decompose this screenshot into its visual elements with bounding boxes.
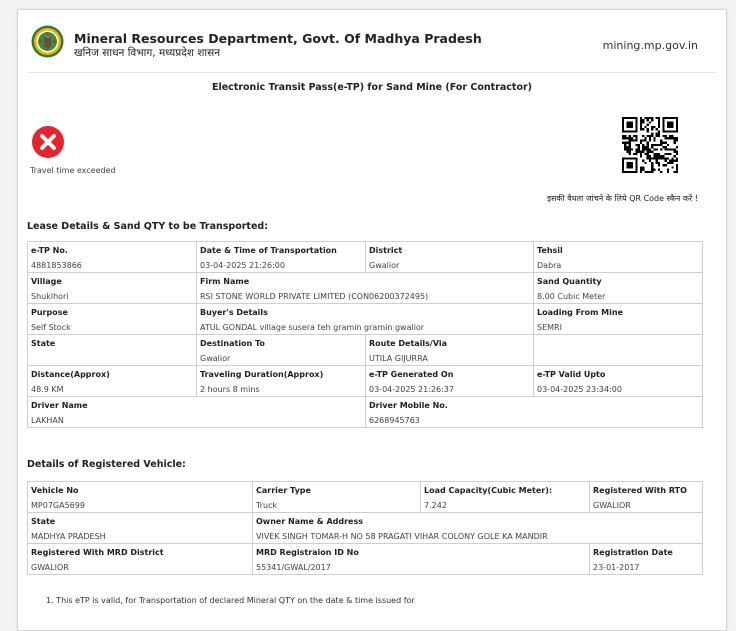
carrier-type-cell xyxy=(253,482,421,513)
firm-name-cell xyxy=(197,273,534,304)
mp-government-emblem-icon xyxy=(31,25,64,58)
field-label: Vehicle No xyxy=(31,486,79,495)
route-details-cell xyxy=(366,335,534,366)
table-row xyxy=(28,366,703,397)
field-value: 03-04-2025 21:26:37 xyxy=(369,385,454,394)
etp-generated-cell xyxy=(366,366,534,397)
department-subtitle-hindi: खनिज साधन विभाग, मध्यप्रदेश शासन xyxy=(74,47,221,59)
empty-cell xyxy=(534,335,703,366)
field-label: Tehsil xyxy=(537,246,563,255)
table-row xyxy=(28,335,703,366)
lease-section-title: Lease Details & Sand QTY to be Transported: xyxy=(27,221,268,232)
field-value: Truck xyxy=(256,501,278,510)
page-header xyxy=(18,10,726,72)
field-label: Load Capacity(Cubic Meter): xyxy=(424,486,553,495)
field-label: Purpose xyxy=(31,308,68,317)
field-label: e-TP Valid Upto xyxy=(537,370,606,379)
website-label: mining.mp.gov.in xyxy=(602,39,698,52)
buyer-details-cell xyxy=(197,304,534,335)
field-value: 48.9 KM xyxy=(31,385,64,394)
table-row xyxy=(28,544,703,575)
field-value: 23-01-2017 xyxy=(593,563,640,572)
field-value: 2 hours 8 mins xyxy=(200,385,260,394)
driver-mobile-cell xyxy=(366,397,703,428)
village-cell xyxy=(28,273,197,304)
mrd-registration-id-cell xyxy=(253,544,590,575)
vehicle-section-title: Details of Registered Vehicle: xyxy=(27,459,186,470)
field-label: e-TP Generated On xyxy=(369,370,454,379)
header-divider xyxy=(28,72,716,73)
field-label: Driver Mobile No. xyxy=(369,401,448,410)
etp-document xyxy=(17,9,727,631)
field-value: MADHYA PRADESH xyxy=(31,532,106,541)
field-label: Buyer's Details xyxy=(200,308,268,317)
loading-mine-cell xyxy=(534,304,703,335)
field-label: Firm Name xyxy=(200,277,250,286)
document-title: Electronic Transit Pass(e-TP) for Sand Mine (For Contractor) xyxy=(211,82,533,93)
field-value: Shuklhori xyxy=(31,292,69,301)
department-title: Mineral Resources Department, Govt. Of Madhya Pradesh xyxy=(74,31,482,46)
field-value: Gwalior xyxy=(369,261,400,270)
field-label: District xyxy=(369,246,403,255)
field-label: Carrier Type xyxy=(256,486,311,495)
field-label: Village xyxy=(31,277,62,286)
table-row xyxy=(28,304,703,335)
destination-cell xyxy=(197,335,366,366)
validity-note: 1. This eTP is valid, for Transportation of declared Mineral QTY on the date & time issued for xyxy=(46,596,415,605)
district-cell xyxy=(366,242,534,273)
field-label: Registered With MRD District xyxy=(31,548,164,557)
load-capacity-cell xyxy=(421,482,590,513)
vehicle-details-table xyxy=(27,481,703,575)
lease-details-table xyxy=(27,241,703,428)
field-value: Gwalior xyxy=(200,354,231,363)
field-label: MRD Registraion ID No xyxy=(256,548,359,557)
status-message: Travel time exceeded xyxy=(30,166,116,175)
field-value: 7.242 xyxy=(424,501,447,510)
field-value: Self Stock xyxy=(31,323,71,332)
vehicle-no-cell xyxy=(28,482,253,513)
field-label: Distance(Approx) xyxy=(31,370,110,379)
field-label: Sand Quantity xyxy=(537,277,602,286)
table-row xyxy=(28,273,703,304)
field-label: Date & Time of Transportation xyxy=(200,246,337,255)
field-label: State xyxy=(31,517,56,526)
field-value: LAKHAN xyxy=(31,416,64,425)
tehsil-cell xyxy=(534,242,703,273)
table-row xyxy=(28,397,703,428)
etp-valid-upto-cell xyxy=(534,366,703,397)
field-value: 03-04-2025 21:26:00 xyxy=(200,261,285,270)
driver-name-cell xyxy=(28,397,366,428)
mrd-district-cell xyxy=(28,544,253,575)
field-value: 4881853866 xyxy=(31,261,82,270)
field-value: 55341/GWAL/2017 xyxy=(256,563,331,572)
field-label: Registration Date xyxy=(593,548,673,557)
travel-duration-cell xyxy=(197,366,366,397)
table-row xyxy=(28,482,703,513)
registration-date-cell xyxy=(590,544,703,575)
field-label: Registered With RTO xyxy=(593,486,687,495)
field-value: 8.00 Cubic Meter xyxy=(537,292,606,301)
field-label: Driver Name xyxy=(31,401,88,410)
field-label: State xyxy=(31,339,56,348)
field-value: GWALIOR xyxy=(593,501,631,510)
sand-quantity-cell xyxy=(534,273,703,304)
field-value: Dabra xyxy=(537,261,562,270)
state-cell xyxy=(28,335,197,366)
field-label: e-TP No. xyxy=(31,246,68,255)
field-value: MP07GA5699 xyxy=(31,501,85,510)
error-x-icon xyxy=(32,126,64,158)
field-value: SEMRI xyxy=(537,323,562,332)
field-value: VIVEK SINGH TOMAR-H NO 58 PRAGATI VIHAR COLONY GOLE KA MANDIR xyxy=(256,532,548,541)
field-value: RSI STONE WORLD PRIVATE LIMITED (CON06200372495) xyxy=(200,292,429,301)
field-value: GWALIOR xyxy=(31,563,69,572)
table-row xyxy=(28,242,703,273)
field-label: Loading From Mine xyxy=(537,308,624,317)
field-value: ATUL GONDAL village susera teh gramin gramin gwalior xyxy=(200,323,425,332)
purpose-cell xyxy=(28,304,197,335)
table-row xyxy=(28,513,703,544)
field-label: Destination To xyxy=(200,339,265,348)
field-label: Route Details/Via xyxy=(369,339,448,348)
etp-no-cell xyxy=(28,242,197,273)
qr-scan-note: इसकी वैधता जांचने के लिये QR Code स्कैन करें ! xyxy=(547,194,698,203)
distance-cell xyxy=(28,366,197,397)
field-value: UTILA GIJURRA xyxy=(369,354,428,363)
transport-datetime-cell xyxy=(197,242,366,273)
vehicle-state-cell xyxy=(28,513,253,544)
field-label: Traveling Duration(Approx) xyxy=(200,370,324,379)
qr-code-icon xyxy=(622,117,678,173)
owner-address-cell xyxy=(253,513,703,544)
field-value: 03-04-2025 23:34:00 xyxy=(537,385,622,394)
registered-rto-cell xyxy=(590,482,703,513)
field-label: Owner Name & Address xyxy=(256,517,363,526)
field-value: 6268945763 xyxy=(369,416,420,425)
